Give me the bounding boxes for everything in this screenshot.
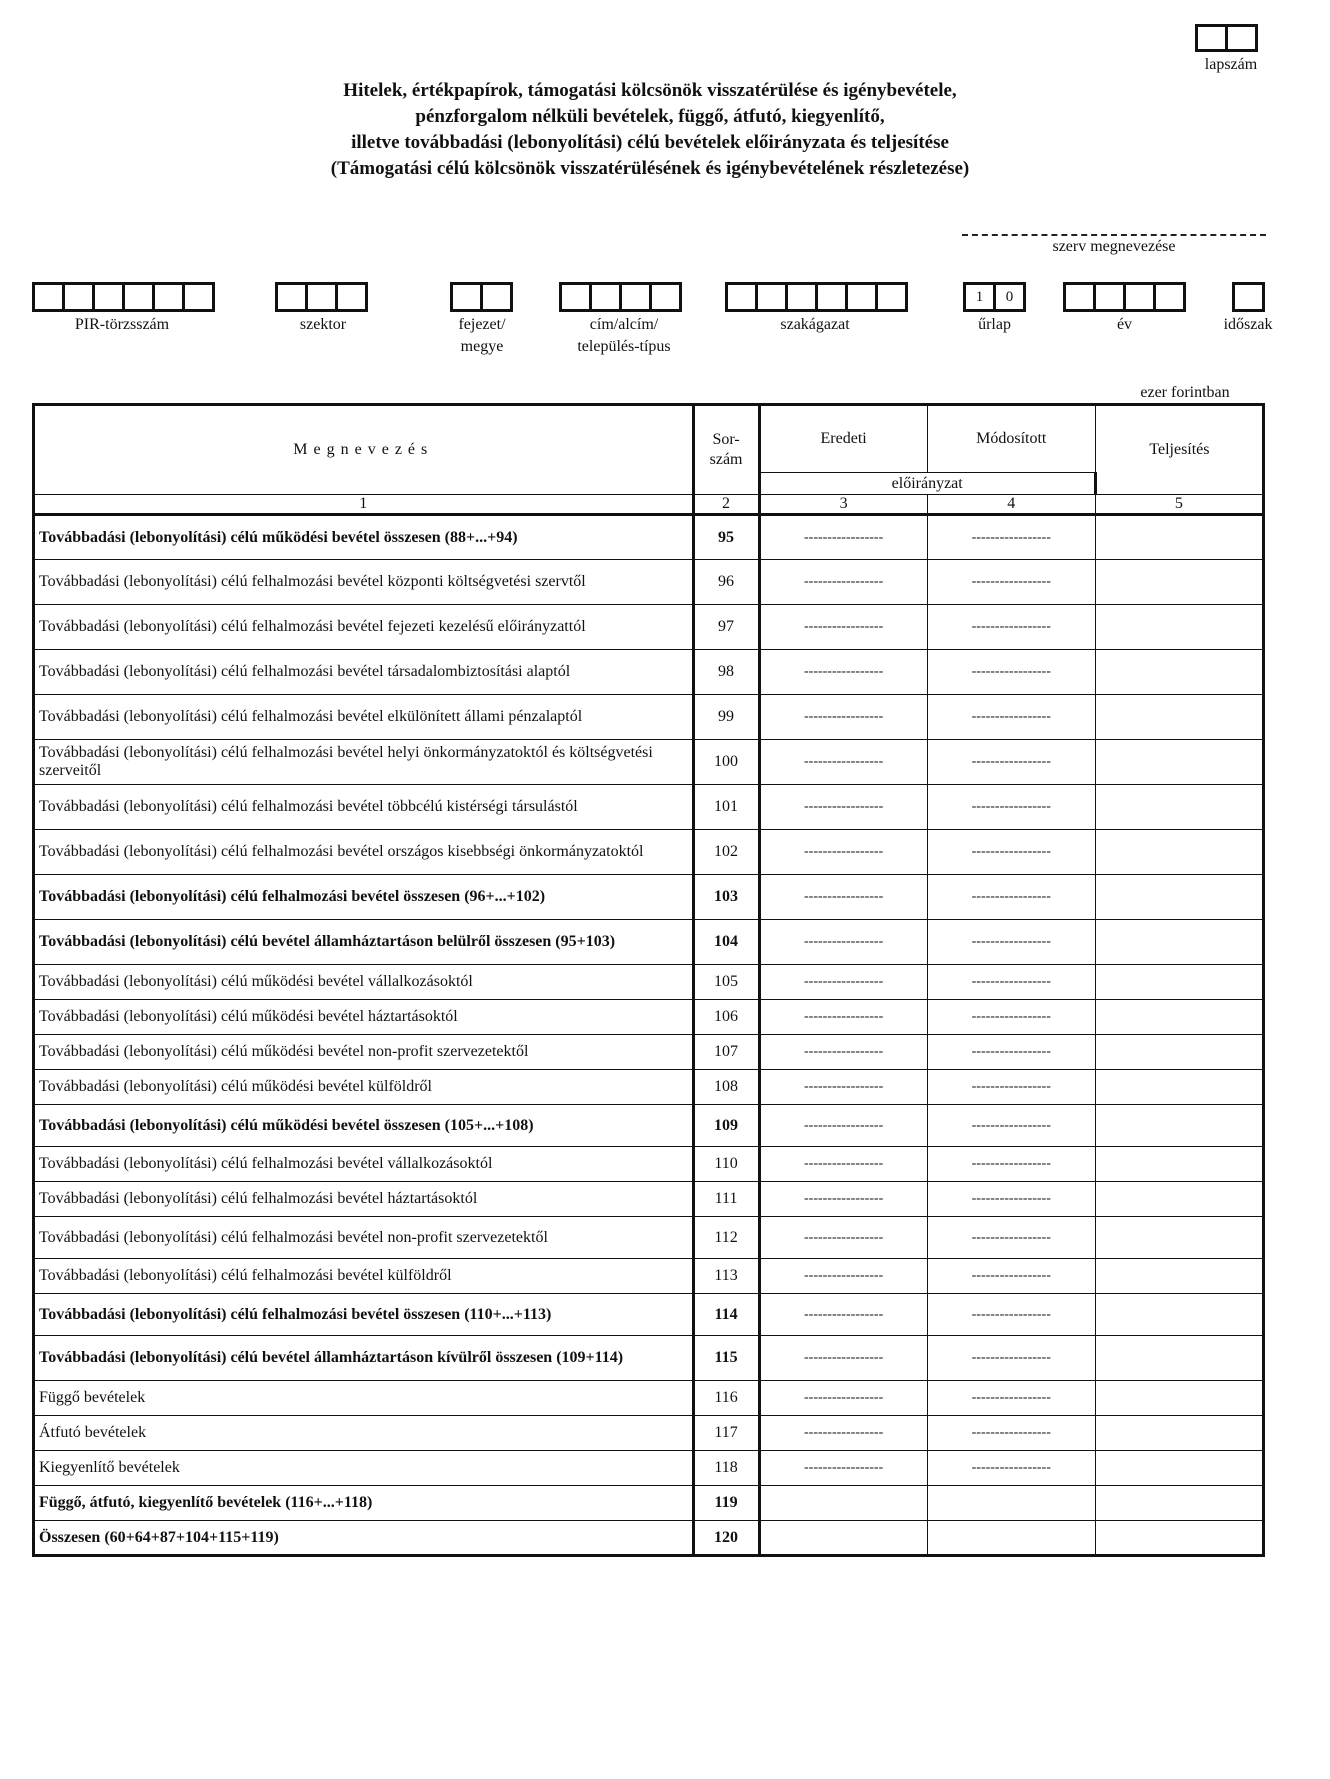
colnum-cell: 2 — [693, 495, 759, 515]
table-row — [34, 1521, 1264, 1556]
idoszak-cell[interactable] — [1232, 282, 1265, 312]
row-sorszam: 110 — [693, 1147, 759, 1182]
cell-eredeti: ----------------- — [759, 695, 927, 740]
pir-label: PIR-törzsszám — [74, 316, 170, 333]
cell-teljesites[interactable] — [1095, 1035, 1263, 1070]
cell-modositott: ----------------- — [927, 1182, 1095, 1217]
table-row — [34, 1451, 1264, 1486]
row-sorszam: 117 — [693, 1416, 759, 1451]
row-sorszam: 107 — [693, 1035, 759, 1070]
row-name: Továbbadási (lebonyolítási) célú felhalmozási bevétel vállalkozásoktól — [34, 1147, 694, 1182]
row-name: Összesen (60+64+87+104+115+119) — [34, 1521, 694, 1556]
cell-eredeti: ----------------- — [759, 785, 927, 830]
row-name: Függő bevételek — [34, 1381, 694, 1416]
table-row — [34, 785, 1264, 830]
title-line-3: illetve továbbadási (lebonyolítási) célú bevételek előirányzata és teljesítése — [351, 132, 949, 153]
cell-teljesites[interactable] — [1095, 1182, 1263, 1217]
idoszak-label: időszak — [1223, 316, 1273, 333]
row-sorszam: 120 — [693, 1521, 759, 1556]
row-name: Továbbadási (lebonyolítási) célú felhalmozási bevétel háztartásoktól — [34, 1182, 694, 1217]
row-sorszam: 115 — [693, 1336, 759, 1381]
cell-eredeti: ----------------- — [759, 965, 927, 1000]
cell-modositott: ----------------- — [927, 965, 1095, 1000]
szektor-cell[interactable] — [305, 282, 338, 312]
fejezet-cell[interactable] — [480, 282, 513, 312]
szakagazat-cell[interactable] — [845, 282, 878, 312]
table-row — [34, 1294, 1264, 1336]
cell-eredeti: ----------------- — [759, 650, 927, 695]
szerv-input-line[interactable] — [962, 234, 1266, 236]
cell-eredeti[interactable] — [759, 1486, 927, 1521]
row-name: Továbbadási (lebonyolítási) célú felhalmozási bevétel országos kisebbségi önkormányzatoktól — [34, 830, 694, 875]
row-name: Továbbadási (lebonyolítási) célú működési bevétel külföldről — [34, 1070, 694, 1105]
table-row — [34, 1336, 1264, 1381]
cell-teljesites[interactable] — [1095, 1416, 1263, 1451]
cell-teljesites[interactable] — [1095, 605, 1263, 650]
cell-modositott: ----------------- — [927, 515, 1095, 560]
row-name: Továbbadási (lebonyolítási) célú felhalmozási bevétel összesen (96+...+102) — [34, 875, 694, 920]
cell-eredeti: ----------------- — [759, 1105, 927, 1147]
cim-label-line1: cím/alcím/ — [589, 316, 659, 333]
row-sorszam: 102 — [693, 830, 759, 875]
fejezet-label-line1: fejezet/ — [458, 316, 506, 333]
row-name: Kiegyenlítő bevételek — [34, 1451, 694, 1486]
szakagazat-cell[interactable] — [725, 282, 758, 312]
unit-label: ezer forintban — [1140, 384, 1230, 401]
cell-modositott: ----------------- — [927, 1147, 1095, 1182]
row-name: Továbbadási (lebonyolítási) célú felhalmozási bevétel összesen (110+...+113) — [34, 1294, 694, 1336]
cell-teljesites[interactable] — [1095, 1521, 1263, 1556]
table-row — [34, 1035, 1264, 1070]
cell-eredeti: ----------------- — [759, 1336, 927, 1381]
colnum-cell: 3 — [759, 495, 927, 515]
table-row — [34, 1486, 1264, 1521]
row-name: Továbbadási (lebonyolítási) célú bevétel államháztartáson belülről összesen (95+103) — [34, 920, 694, 965]
title-line-2: pénzforgalom nélküli bevételek, függő, átfutó, kiegyenlítő, — [415, 106, 885, 127]
header-eredeti: Eredeti — [759, 405, 927, 473]
pir-cell[interactable] — [62, 282, 95, 312]
table-row — [34, 1217, 1264, 1259]
cell-teljesites[interactable] — [1095, 740, 1263, 785]
cell-modositott[interactable] — [927, 1521, 1095, 1556]
header-megnevezes: Megnevezés — [34, 405, 694, 495]
cim-cell[interactable] — [589, 282, 622, 312]
row-name: Továbbadási (lebonyolítási) célú működési bevétel vállalkozásoktól — [34, 965, 694, 1000]
lapszam-cell[interactable] — [1195, 24, 1228, 52]
row-sorszam: 113 — [693, 1259, 759, 1294]
urlap-cell: 1 — [963, 282, 996, 312]
row-name: Továbbadási (lebonyolítási) célú felhalmozási bevétel helyi önkormányzatoktól és költségvetési szerveitől — [34, 740, 694, 785]
cell-eredeti: ----------------- — [759, 1451, 927, 1486]
row-name: Továbbadási (lebonyolítási) célú működési bevétel összesen (105+...+108) — [34, 1105, 694, 1147]
row-sorszam: 103 — [693, 875, 759, 920]
row-name: Továbbadási (lebonyolítási) célú felhalmozási bevétel non-profit szervezetektől — [34, 1217, 694, 1259]
cell-eredeti: ----------------- — [759, 1217, 927, 1259]
pir-cell[interactable] — [182, 282, 215, 312]
cim-cell[interactable] — [619, 282, 652, 312]
cell-teljesites[interactable] — [1095, 1336, 1263, 1381]
lapszam-label: lapszám — [1204, 56, 1258, 73]
lapszam-cell[interactable] — [1225, 24, 1258, 52]
urlap-label: űrlap — [978, 316, 1011, 333]
colnum-cell: 1 — [34, 495, 694, 515]
cell-teljesites[interactable] — [1095, 830, 1263, 875]
title-line-1: Hitelek, értékpapírok, támogatási kölcsönök visszatérülése és igénybevétele, — [343, 80, 957, 101]
row-sorszam: 108 — [693, 1070, 759, 1105]
header-teljesites: Teljesítés — [1095, 405, 1263, 495]
cell-eredeti: ----------------- — [759, 515, 927, 560]
lapszam-box[interactable] — [1195, 24, 1261, 52]
fejezet-label-line2: megye — [460, 338, 504, 355]
urlap-boxes — [963, 282, 1026, 312]
pir-cell[interactable] — [32, 282, 65, 312]
ev-label: év — [1116, 316, 1133, 333]
header-sorszam: Sor-szám — [693, 405, 759, 495]
cell-teljesites[interactable] — [1095, 920, 1263, 965]
fejezet-cell[interactable] — [450, 282, 483, 312]
cell-eredeti: ----------------- — [759, 740, 927, 785]
pir-cell[interactable] — [122, 282, 155, 312]
title-line-4: (Támogatási célú kölcsönök visszatérülésének és igénybevételének részletezése) — [330, 158, 970, 179]
cell-teljesites[interactable] — [1095, 1294, 1263, 1336]
cell-teljesites[interactable] — [1095, 1000, 1263, 1035]
cell-eredeti[interactable] — [759, 1521, 927, 1556]
table-row — [34, 560, 1264, 605]
cim-label-line2: település-típus — [577, 338, 671, 355]
cell-modositott: ----------------- — [927, 1000, 1095, 1035]
cell-teljesites[interactable] — [1095, 1381, 1263, 1416]
szektor-boxes[interactable] — [275, 282, 368, 312]
cell-modositott: ----------------- — [927, 1035, 1095, 1070]
page-title — [120, 78, 1180, 182]
table-row — [34, 740, 1264, 785]
cell-modositott: ----------------- — [927, 1217, 1095, 1259]
row-sorszam: 101 — [693, 785, 759, 830]
row-name: Továbbadási (lebonyolítási) célú felhalmozási bevétel fejezeti kezelésű előirányzattól — [34, 605, 694, 650]
cell-eredeti: ----------------- — [759, 605, 927, 650]
row-sorszam: 97 — [693, 605, 759, 650]
cell-modositott: ----------------- — [927, 740, 1095, 785]
header-modositott: Módosított — [927, 405, 1095, 473]
row-sorszam: 114 — [693, 1294, 759, 1336]
cell-modositott: ----------------- — [927, 560, 1095, 605]
row-sorszam: 106 — [693, 1000, 759, 1035]
cell-modositott: ----------------- — [927, 1336, 1095, 1381]
cell-modositott: ----------------- — [927, 605, 1095, 650]
szakagazat-cell[interactable] — [875, 282, 908, 312]
header-row — [34, 405, 1264, 473]
cell-eredeti: ----------------- — [759, 920, 927, 965]
cell-eredeti: ----------------- — [759, 875, 927, 920]
row-sorszam: 96 — [693, 560, 759, 605]
row-name: Átfutó bevételek — [34, 1416, 694, 1451]
cell-modositott: ----------------- — [927, 650, 1095, 695]
pir-cell[interactable] — [152, 282, 185, 312]
ev-cell[interactable] — [1123, 282, 1156, 312]
table-row — [34, 1000, 1264, 1035]
cell-teljesites[interactable] — [1095, 650, 1263, 695]
cell-teljesites[interactable] — [1095, 560, 1263, 605]
row-name: Továbbadási (lebonyolítási) célú felhalmozási bevétel külföldről — [34, 1259, 694, 1294]
cell-modositott: ----------------- — [927, 1381, 1095, 1416]
cell-teljesites[interactable] — [1095, 965, 1263, 1000]
table-body — [34, 405, 1264, 1556]
szakagazat-boxes[interactable] — [725, 282, 908, 312]
colnum-row — [34, 495, 1264, 515]
row-sorszam: 109 — [693, 1105, 759, 1147]
colnum-cell: 5 — [1095, 495, 1263, 515]
row-name: Továbbadási (lebonyolítási) célú felhalmozási bevétel társadalombiztosítási alaptól — [34, 650, 694, 695]
cim-boxes[interactable] — [559, 282, 682, 312]
row-sorszam: 112 — [693, 1217, 759, 1259]
szektor-cell[interactable] — [335, 282, 368, 312]
cell-eredeti: ----------------- — [759, 1182, 927, 1217]
cell-eredeti: ----------------- — [759, 1000, 927, 1035]
szakagazat-cell[interactable] — [815, 282, 848, 312]
cim-label — [549, 314, 699, 358]
table-row — [34, 875, 1264, 920]
row-sorszam: 105 — [693, 965, 759, 1000]
cell-modositott: ----------------- — [927, 830, 1095, 875]
cell-teljesites[interactable] — [1095, 1147, 1263, 1182]
szerv-label: szerv megnevezése — [1052, 238, 1176, 255]
row-sorszam: 95 — [693, 515, 759, 560]
row-sorszam: 111 — [693, 1182, 759, 1217]
cim-cell[interactable] — [649, 282, 682, 312]
szektor-label: szektor — [299, 316, 347, 333]
data-table — [32, 403, 1265, 1557]
cell-modositott: ----------------- — [927, 785, 1095, 830]
cell-eredeti: ----------------- — [759, 1035, 927, 1070]
row-name: Továbbadási (lebonyolítási) célú bevétel államháztartáson kívülről összesen (109+114) — [34, 1336, 694, 1381]
table-row — [34, 1182, 1264, 1217]
table-row — [34, 1070, 1264, 1105]
colnum-cell: 4 — [927, 495, 1095, 515]
row-sorszam: 104 — [693, 920, 759, 965]
cell-eredeti: ----------------- — [759, 1416, 927, 1451]
table-row — [34, 695, 1264, 740]
ev-cell[interactable] — [1063, 282, 1096, 312]
cell-eredeti: ----------------- — [759, 1147, 927, 1182]
cell-modositott: ----------------- — [927, 1105, 1095, 1147]
row-name: Továbbadási (lebonyolítási) célú felhalmozási bevétel központi költségvetési szervtől — [34, 560, 694, 605]
cell-modositott: ----------------- — [927, 1416, 1095, 1451]
idoszak-boxes[interactable] — [1232, 282, 1265, 312]
row-name: Függő, átfutó, kiegyenlítő bevételek (116+...+118) — [34, 1486, 694, 1521]
pir-boxes[interactable] — [32, 282, 215, 312]
table-row — [34, 1416, 1264, 1451]
cell-eredeti: ----------------- — [759, 1259, 927, 1294]
row-sorszam: 98 — [693, 650, 759, 695]
cell-modositott: ----------------- — [927, 1259, 1095, 1294]
table-row — [34, 1259, 1264, 1294]
row-sorszam: 118 — [693, 1451, 759, 1486]
row-name: Továbbadási (lebonyolítási) célú működési bevétel háztartásoktól — [34, 1000, 694, 1035]
table-row — [34, 830, 1264, 875]
cell-modositott: ----------------- — [927, 1294, 1095, 1336]
table-row — [34, 1105, 1264, 1147]
cell-teljesites[interactable] — [1095, 695, 1263, 740]
row-sorszam: 119 — [693, 1486, 759, 1521]
cell-modositott: ----------------- — [927, 1070, 1095, 1105]
szakagazat-label: szakágazat — [780, 316, 850, 333]
cell-modositott: ----------------- — [927, 920, 1095, 965]
row-sorszam: 100 — [693, 740, 759, 785]
cell-eredeti: ----------------- — [759, 1294, 927, 1336]
ev-cell[interactable] — [1093, 282, 1126, 312]
cell-teljesites[interactable] — [1095, 1070, 1263, 1105]
urlap-cell: 0 — [993, 282, 1026, 312]
cell-eredeti: ----------------- — [759, 1070, 927, 1105]
table-row — [34, 1147, 1264, 1182]
cell-modositott: ----------------- — [927, 695, 1095, 740]
ev-boxes[interactable] — [1063, 282, 1186, 312]
pir-cell[interactable] — [92, 282, 125, 312]
szakagazat-cell[interactable] — [785, 282, 818, 312]
fejezet-boxes[interactable] — [450, 282, 513, 312]
cell-teljesites[interactable] — [1095, 1451, 1263, 1486]
cell-modositott: ----------------- — [927, 1451, 1095, 1486]
cell-teljesites[interactable] — [1095, 1105, 1263, 1147]
cell-teljesites[interactable] — [1095, 875, 1263, 920]
table-row — [34, 1381, 1264, 1416]
cell-teljesites[interactable] — [1095, 1486, 1263, 1521]
row-name: Továbbadási (lebonyolítási) célú működési bevétel non-profit szervezetektől — [34, 1035, 694, 1070]
table-row — [34, 650, 1264, 695]
cim-cell[interactable] — [559, 282, 592, 312]
cell-teljesites[interactable] — [1095, 1259, 1263, 1294]
cell-eredeti: ----------------- — [759, 1381, 927, 1416]
table-row — [34, 515, 1264, 560]
row-name: Továbbadási (lebonyolítási) célú felhalmozási bevétel elkülönített állami pénzalaptól — [34, 695, 694, 740]
ev-cell[interactable] — [1153, 282, 1186, 312]
cell-teljesites[interactable] — [1095, 515, 1263, 560]
cell-eredeti: ----------------- — [759, 830, 927, 875]
row-sorszam: 116 — [693, 1381, 759, 1416]
table-row — [34, 965, 1264, 1000]
cell-modositott[interactable] — [927, 1486, 1095, 1521]
cell-modositott: ----------------- — [927, 875, 1095, 920]
cell-teljesites[interactable] — [1095, 785, 1263, 830]
table-row — [34, 920, 1264, 965]
header-eloiranyzat: előirányzat — [759, 473, 1095, 495]
cell-eredeti: ----------------- — [759, 560, 927, 605]
table-row — [34, 605, 1264, 650]
row-name: Továbbadási (lebonyolítási) célú felhalmozási bevétel többcélú kistérségi társulástól — [34, 785, 694, 830]
row-sorszam: 99 — [693, 695, 759, 740]
cell-teljesites[interactable] — [1095, 1217, 1263, 1259]
row-name: Továbbadási (lebonyolítási) célú működési bevétel összesen (88+...+94) — [34, 515, 694, 560]
fejezet-label — [436, 314, 528, 358]
szektor-cell[interactable] — [275, 282, 308, 312]
szakagazat-cell[interactable] — [755, 282, 788, 312]
